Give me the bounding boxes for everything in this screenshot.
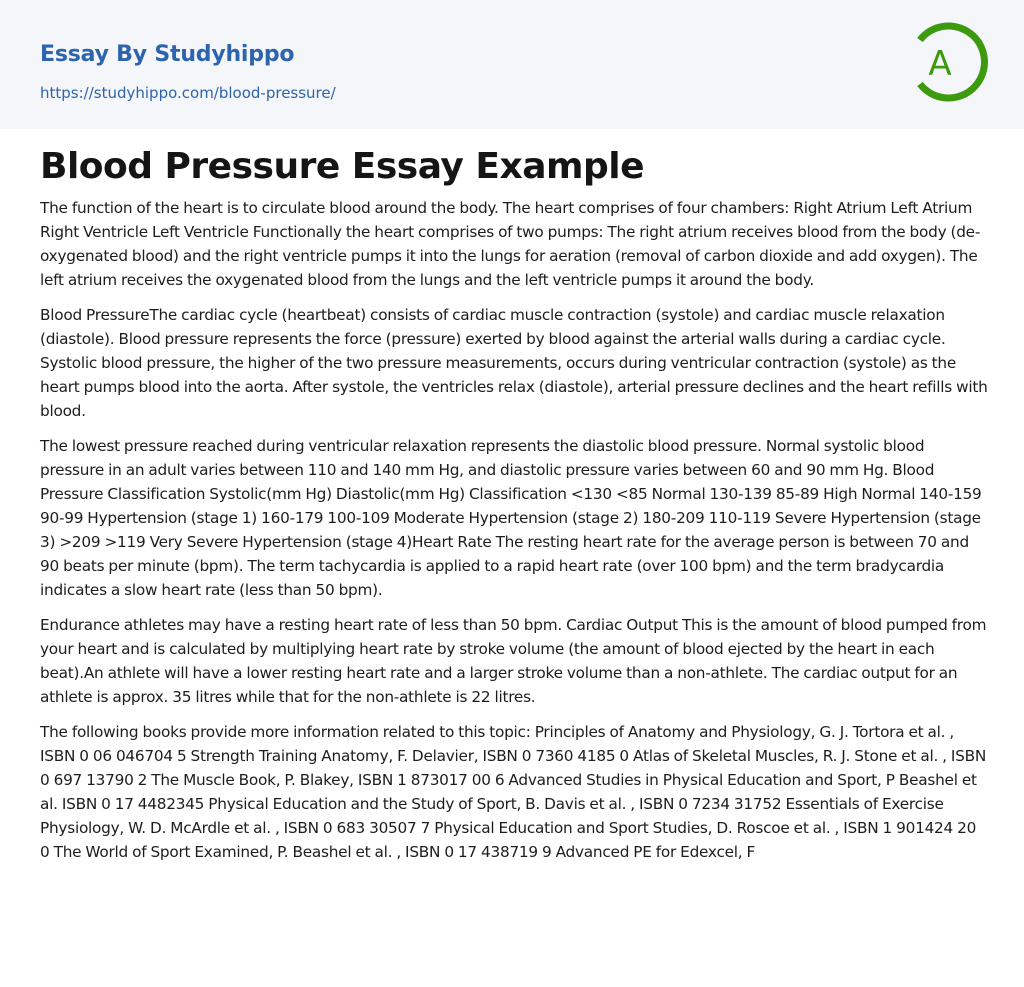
essay-paragraph: The function of the heart is to circulate blood around the body. The heart comprises of four chambers: Right Atrium Left Atrium Right Ventricle Left Ventricle Functionally the heart comprises of two pumps: The right atrium receives blood from the body (de-oxygenated blood) and the right ventricle pumps it into the lungs for aeration (removal of carbon dioxide and add oxygen). The left atrium receives the oxygenated blood from the lungs and the left ventricle pumps it around the body. xyxy=(40,199,981,289)
essay-body xyxy=(40,196,988,875)
page-url-link[interactable]: https://studyhippo.com/blood-pressure/ xyxy=(40,84,336,102)
essay-paragraph: Endurance athletes may have a resting heart rate of less than 50 bpm. Cardiac Output This is the amount of blood pumped from your heart and is calculated by multiplying heart rate by stroke volume (the amount of blood ejected by the heart in each beat).An athlete will have a lower resting heart rate and a larger stroke volume than a non-athlete. The cardiac output for an athlete is approx. 35 litres while that for the non-athlete is 22 litres. xyxy=(40,616,987,706)
page-title: Blood Pressure Essay Example xyxy=(40,146,645,187)
logo-letter: A xyxy=(928,44,952,84)
brand-title[interactable]: Essay By Studyhippo xyxy=(40,42,295,67)
essay-paragraph: The lowest pressure reached during ventricular relaxation represents the diastolic blood pressure. Normal systolic blood pressure in an adult varies between 110 and 140 mm Hg, and diastolic pressure varies between 60 and 90 mm Hg. Blood Pressure Classification Systolic(mm Hg) Diastolic(mm Hg) Classification <130 <85 Normal 130-139 85-89 High Normal 140-159 90-99 Hypertension (stage 1) 160-179 100-109 Moderate Hypertension (stage 2) 180-209 110-119 Severe Hypertension (stage 3) >209 >119 Very Severe Hypertension (stage 4)Heart Rate The resting heart rate for the average person is between 70 and 90 beats per minute (bpm). The term tachycardia is applied to a rapid heart rate (over 100 bpm) and the term bradycardia indicates a slow heart rate (less than 50 bpm). xyxy=(40,437,982,599)
essay-paragraph: Blood PressureThe cardiac cycle (heartbeat) consists of cardiac muscle contraction (systole) and cardiac muscle relaxation (diastole). Blood pressure represents the force (pressure) exerted by blood against the arterial walls during a cardiac cycle. Systolic blood pressure, the higher of the two pressure measurements, occurs during ventricular contraction (systole) as the heart pumps blood into the aorta. After systole, the ventricles relax (diastole), arterial pressure declines and the heart refills with blood. xyxy=(40,306,988,420)
essay-paragraph: The following books provide more information related to this topic: Principles of Anatomy and Physiology, G. J. Tortora et al. , ISBN 0 06 046704 5 Strength Training Anatomy, F. Delavier, ISBN 0 7360 4185 0 Atlas of Skeletal Muscles, R. J. Stone et al. , ISBN 0 697 13790 2 The Muscle Book, P. Blakey, ISBN 1 873017 00 6 Advanced Studies in Physical Education and Sport, P Beashel et al. ISBN 0 17 4482345 Physical Education and the Study of Sport, B. Davis et al. , ISBN 0 7234 31752 Essentials of Exercise Physiology, W. D. McArdle et al. , ISBN 0 683 30507 7 Physical Education and Sport Studies, D. Roscoe et al. , ISBN 1 901424 20 0 The World of Sport Examined, P. Beashel et al. , ISBN 0 17 438719 9 Advanced PE for Edexcel, F xyxy=(40,723,987,861)
site-header xyxy=(0,0,1024,129)
studyhippo-logo-icon[interactable] xyxy=(906,20,990,104)
